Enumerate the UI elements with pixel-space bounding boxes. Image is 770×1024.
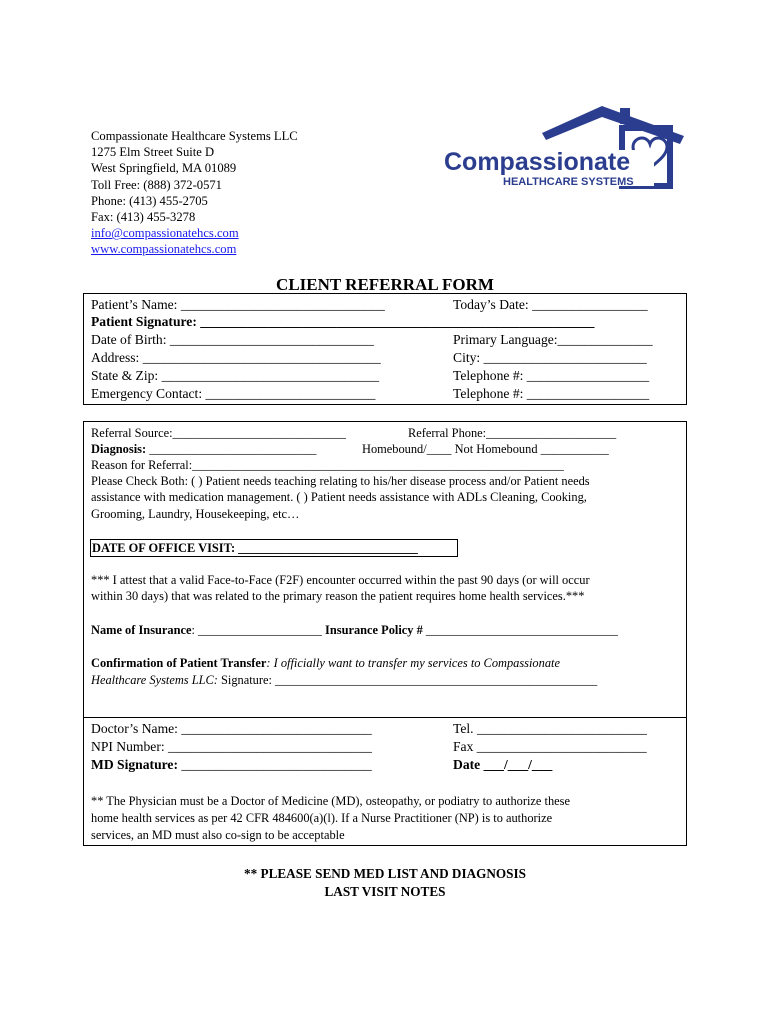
company-website-link[interactable]: www.compassionatehcs.com xyxy=(91,242,237,257)
physician-note-line-2: home health services as per 42 CFR 484600(a)(l). If a Nurse Practitioner (NP) is to authorize xyxy=(91,811,553,825)
patient-signature-field[interactable]: Patient Signature: __________________________________________________________ xyxy=(91,314,595,329)
state-zip-field[interactable]: State & Zip: ________________________________ xyxy=(91,368,380,383)
company-logo xyxy=(436,100,684,200)
attestation-line-2: within 30 days) that was related to the primary reason the patient requires home health services.*** xyxy=(91,589,585,603)
doctor-name-field[interactable]: Doctor’s Name: ____________________________ xyxy=(91,721,372,736)
md-date-field[interactable]: Date ___/___/___ xyxy=(453,757,553,772)
check-both-line-1: Please Check Both: ( ) Patient needs teaching relating to his/her disease process and/or Patient needs xyxy=(91,474,590,488)
company-phone: Phone: (413) 455-2705 xyxy=(91,193,208,208)
office-visit-date-field[interactable]: DATE OF OFFICE VISIT: _____________________________ xyxy=(90,539,458,557)
attestation-line-1: *** I attest that a valid Face-to-Face (F2F) encounter occurred within the past 90 days (or will occur xyxy=(91,573,590,587)
md-signature-field[interactable]: MD Signature: ____________________________ xyxy=(91,757,372,772)
form-title: CLIENT REFERRAL FORM xyxy=(276,275,494,294)
md-date-label: Date xyxy=(453,757,484,772)
patient-name-label: Patient’s Name: ________________________ xyxy=(91,297,344,312)
check-both-line-2: assistance with medication management. ( ) Patient needs assistance with ADLs Cleaning, Cooking, xyxy=(91,490,587,504)
physician-note-line-3: services, an MD must also co-sign to be acceptable xyxy=(91,828,345,842)
company-city: West Springfield, MA 01089 xyxy=(91,161,237,176)
footer-notice-line-1: ** PLEASE SEND MED LIST AND DIAGNOSIS xyxy=(244,866,526,881)
city-field[interactable]: City: ________________________ xyxy=(453,350,647,365)
logo-word: Compassionate xyxy=(444,148,631,176)
transfer-confirmation-label: Confirmation of Patient Transfer xyxy=(91,656,267,670)
telephone-field-1[interactable]: Telephone #: __________________ xyxy=(453,368,650,383)
emergency-contact-field[interactable]: Emergency Contact: _________________________ xyxy=(91,386,376,401)
company-address-block xyxy=(91,128,298,258)
doctor-fax-field[interactable]: Fax _________________________ xyxy=(453,739,647,754)
referral-phone-field[interactable]: Referral Phone:_____________________ xyxy=(408,426,617,440)
date-of-birth-field[interactable]: Date of Birth: ______________________________ xyxy=(91,332,374,347)
company-fax: Fax: (413) 455-3278 xyxy=(91,210,196,225)
address-field[interactable]: Address: ___________________________________ xyxy=(91,350,381,365)
company-email-link[interactable]: info@compassionatehcs.com xyxy=(91,226,239,241)
insurance-policy-label: Insurance Policy # xyxy=(325,623,423,637)
physician-note-line-1: ** The Physician must be a Doctor of Medicine (MD), osteopathy, or podiatry to authorize these xyxy=(91,794,570,808)
patient-signature-label: Patient Signature: xyxy=(91,314,201,329)
todays-date-field[interactable]: Today’s Date: _________________ xyxy=(453,297,648,312)
todays-date-label: Today’s Date: ___________ xyxy=(453,297,607,312)
company-name: Compassionate Healthcare Systems LLC xyxy=(91,129,298,143)
patient-name-field[interactable]: Patient’s Name: ______________________________ xyxy=(91,297,385,312)
company-street: 1275 Elm Street Suite D xyxy=(91,145,215,160)
insurance-name-label: Name of Insurance xyxy=(91,623,192,637)
reason-for-referral-field[interactable]: Reason for Referral:____________________________________________________________ xyxy=(91,458,564,472)
referral-source-field[interactable]: Referral Source:____________________________ xyxy=(91,426,347,440)
npi-number-field[interactable]: NPI Number: ______________________________ xyxy=(91,739,372,754)
diagnosis-label: Diagnosis: xyxy=(91,442,150,456)
footer-notice-line-2: LAST VISIT NOTES xyxy=(324,884,446,899)
telephone-field-2[interactable]: Telephone #: __________________ xyxy=(453,386,650,401)
company-toll-free: Toll Free: (888) 372-0571 xyxy=(91,177,222,192)
logo-tagline: HEALTHCARE SYSTEMS xyxy=(503,176,634,188)
doctor-tel-field[interactable]: Tel. _________________________ xyxy=(453,721,647,736)
transfer-confirmation-line-1: Confirmation of Patient Transfer: I officially want to transfer my services to Compassionate xyxy=(91,656,560,670)
diagnosis-field[interactable]: Diagnosis: ___________________________ xyxy=(91,442,317,456)
homebound-field[interactable]: Homebound/____ Not Homebound ___________ xyxy=(362,442,609,456)
check-both-line-3: Grooming, Laundry, Housekeeping, etc… xyxy=(91,507,300,521)
primary-language-field[interactable]: Primary Language:______________ xyxy=(453,332,653,347)
insurance-row[interactable]: Name of Insurance: ____________________ Insurance Policy # _______________________________ xyxy=(91,623,618,637)
transfer-signature-field[interactable]: Healthcare Systems LLC: Signature: ____________________________________________________ xyxy=(91,673,598,687)
md-signature-label: MD Signature: xyxy=(91,757,182,772)
